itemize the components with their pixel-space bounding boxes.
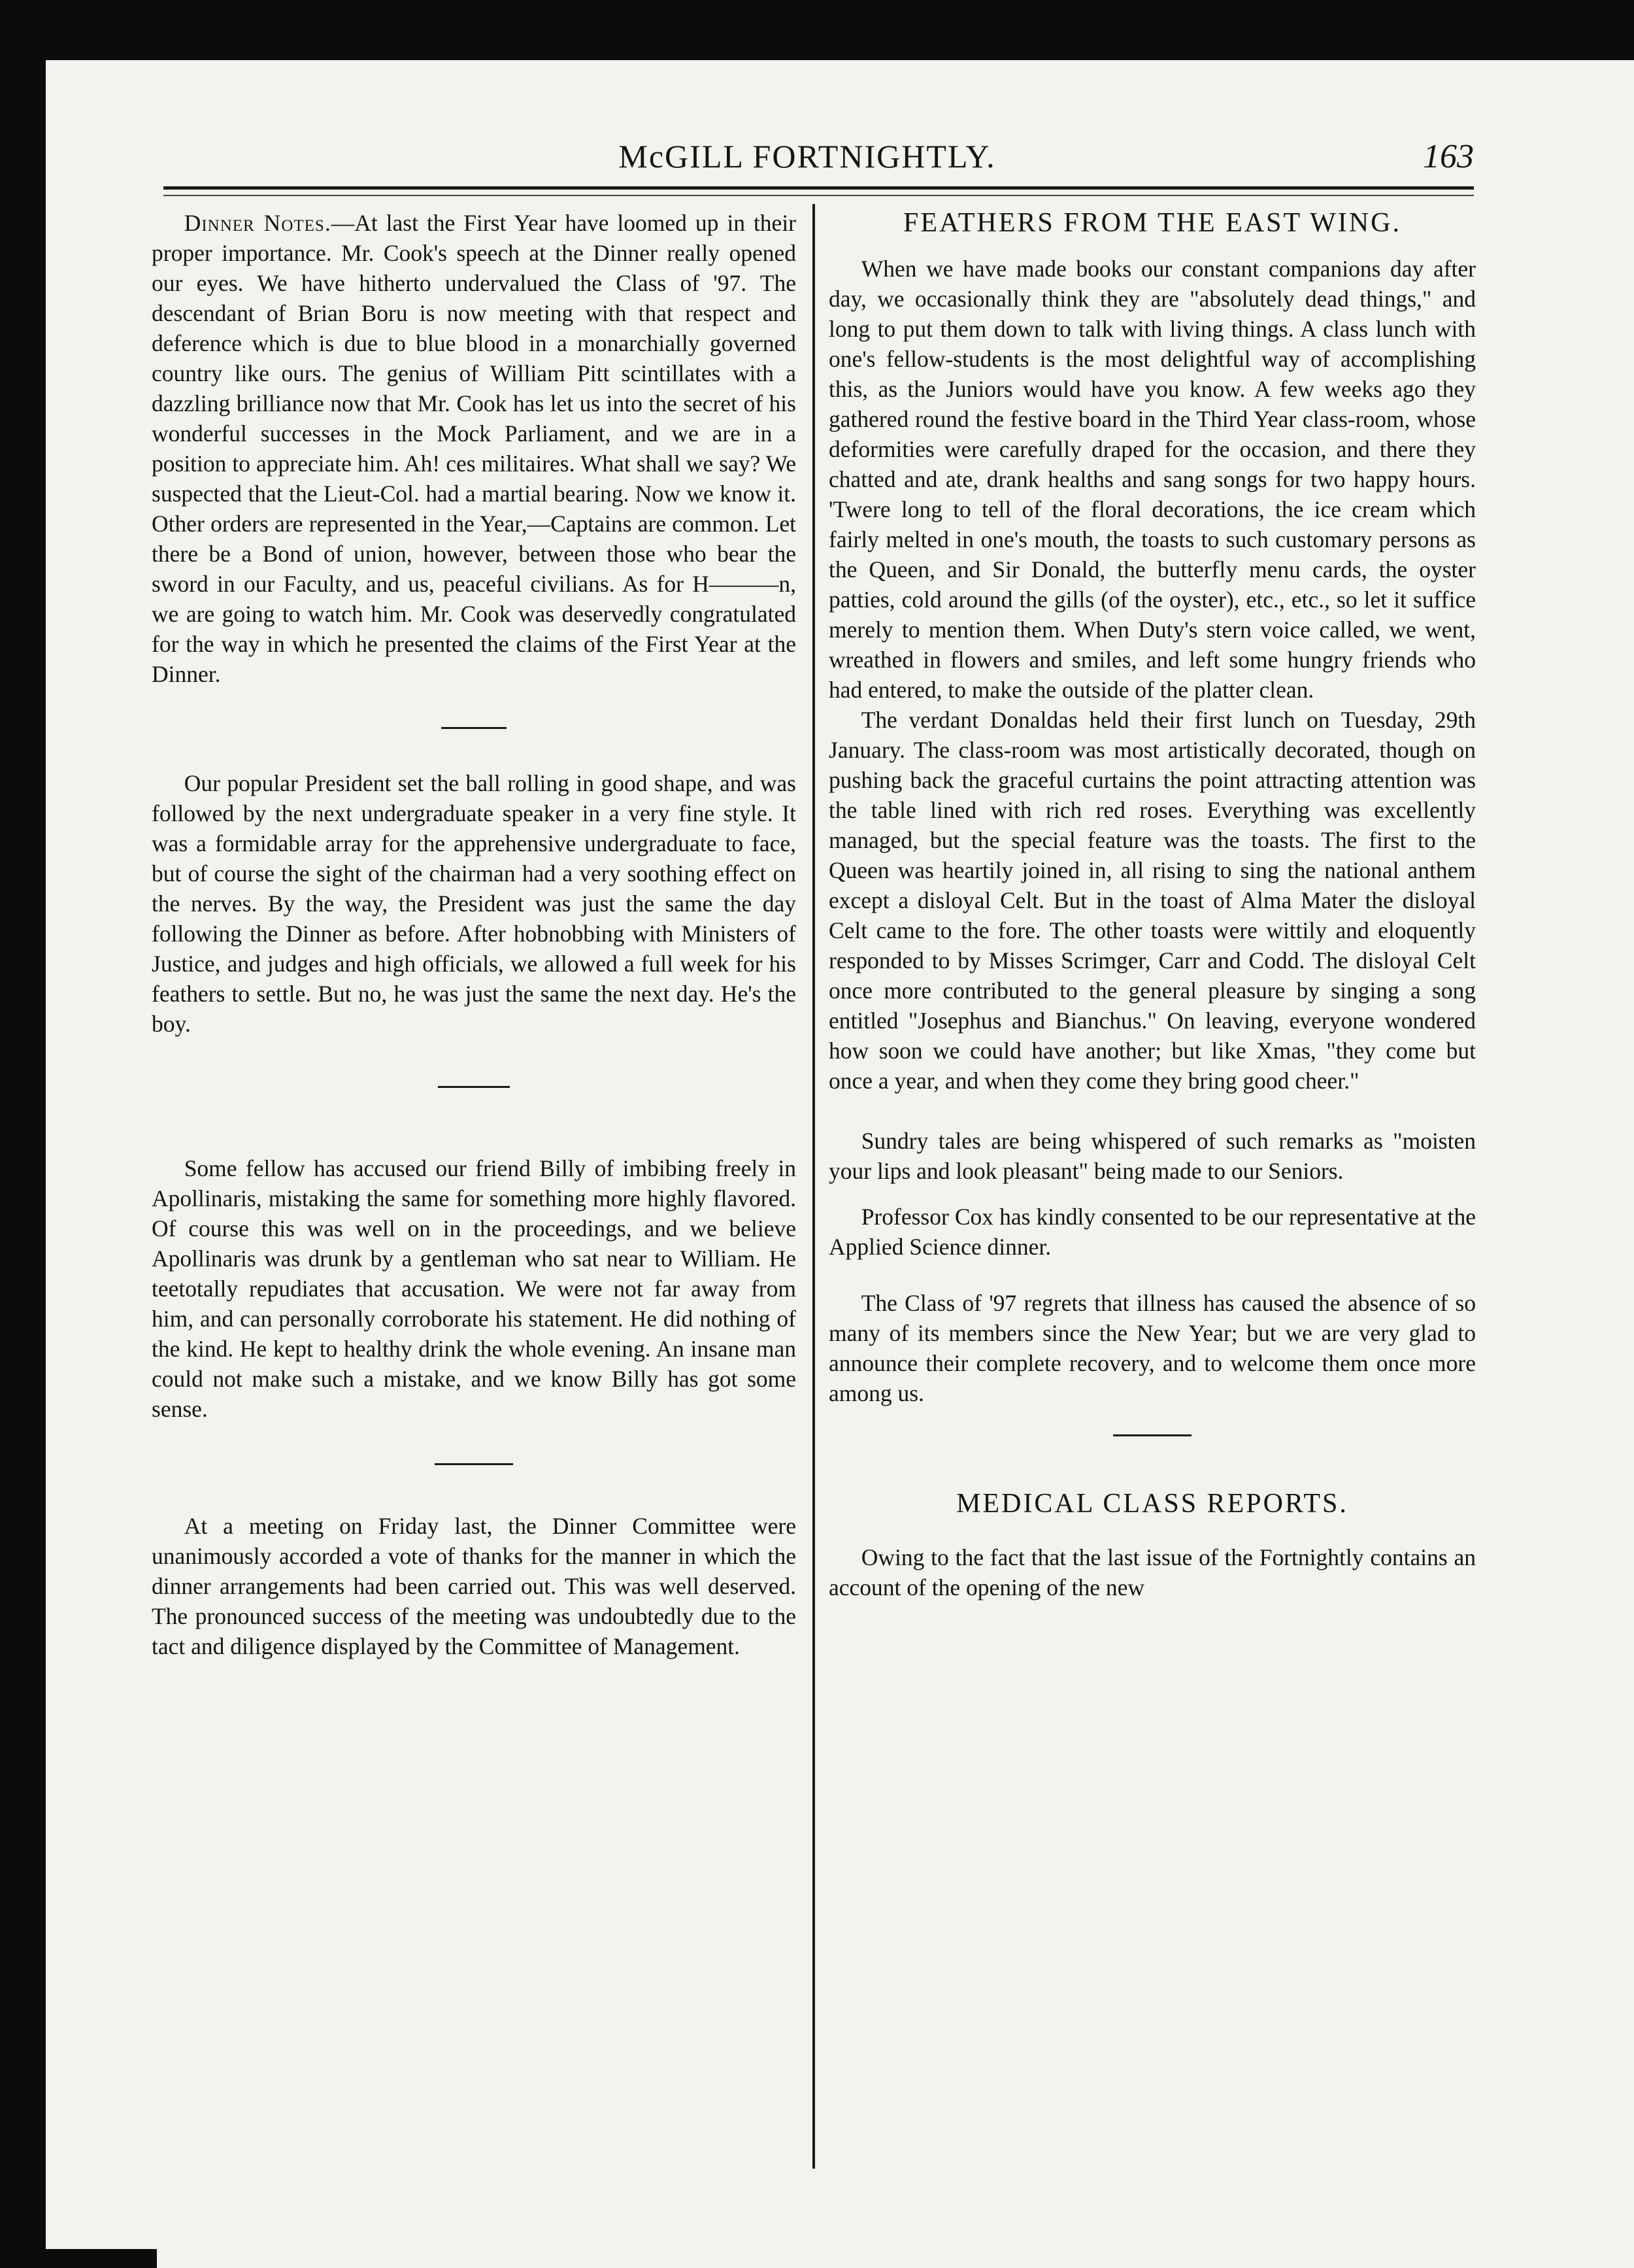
- spacer: [829, 1408, 1476, 1434]
- scan-border-corner: [0, 2249, 157, 2268]
- spacer: [152, 1088, 796, 1153]
- right-column: [829, 208, 1476, 1602]
- scan-border-top: [0, 0, 1634, 60]
- page-number: 163: [1423, 138, 1474, 175]
- east-wing-paragraph-1: When we have made books our constant companions day after day, we occasionally think they are "absolutely dead things," and long to put them down to talk with living things. A class lunch with one's fellow-students is the most delightful way of accomplishing this, as the Juniors would have you know. A few weeks ago they gathered round the festive board in the Third Year class-room, whose deformities were carefully draped for the occasion, and there they chatted and ate, drank healths and sang songs for two happy hours. 'Twere long to tell of the floral decorations, the ice cream which fairly melted in one's mouth, the toasts to such customary persons as the Queen, and Sir Donald, the butterfly menu cards, the oyster patties, cold around the gills (of the oyster), etc., etc., so let it suffice merely to mention them. When Duty's stern voice called, we went, wreathed in flowers and smiles, and left some hungry friends who had entered, to make the outside of the platter clean.: [829, 256, 1476, 703]
- dinner-notes-text: —At last the First Year have loomed up in their proper importance. Mr. Cook's speech at the Dinner really opened our eyes. We have hitherto undervalued the Class of '97. The descendant of Brian Boru is now meeting with that respect and deference which is due to blue blood in a monarchially governed country like ours. The genius of William Pitt scintillates with a dazzling brilliance now that Mr. Cook has let us into the secret of his wonderful successes in the Mock Parliament, and we are in a position to appreciate him. Ah! ces militaires. What shall we say? We suspected that the Lieut-Col. had a martial bearing. Now we know it. Other orders are represented in the Year,—Captains are common. Let there be a Bond of union, however, between those who bear the sword in our Faculty, and us, peaceful civilians. As for H———n, we are going to watch him. Mr. Cook was deservedly congratulated for the way in which he presented the claims of the First Year at the Dinner.: [152, 210, 797, 687]
- east-wing-heading: FEATHERS FROM THE EAST WING.: [903, 208, 1401, 238]
- east-wing-paragraph-2: The verdant Donaldas held their first lunch on Tuesday, 29th January. The class-room was most artistically decorated, though on pushing back the graceful curtains the point attracting attention was the table lined with rich red roses. Everything was excellently managed, but the special feature was the toasts. The first to the Queen was heartily joined in, all rising to sing the national anthem except a disloyal Celt. But in the toast of Alma Mater the disloyal Celt came to the fore. The other toasts were wittily and eloquently responded to by Misses Scrimger, Carr and Codd. The disloyal Celt once more contributed to the general pleasure by singing a song entitled "Josephus and Bianchus." On leaving, everyone wondered how soon we could have another; but like Xmas, "they come but once a year, and when they come they bring good cheer.": [829, 707, 1476, 1094]
- committee-paragraph: At a meeting on Friday last, the Dinner Committee were unanimously accorded a vote of thanks for the manner in which the dinner arrangements had been carried out. This was well deserved. The pronounced success of the meeting was undoubtedly due to the tact and diligence displayed by the Committee of Management.: [152, 1513, 796, 1659]
- spacer: [152, 1039, 796, 1086]
- left-column: [152, 208, 796, 1661]
- class-97-paragraph: The Class of '97 regrets that illness has caused the absence of so many of its members since the New Year; but we are very glad to announce their complete recovery, and to welcome them once more among us.: [829, 1290, 1476, 1406]
- dinner-notes-lead-in: Dinner Notes.: [184, 210, 331, 236]
- sundry-paragraph: Sundry tales are being whispered of such remarks as "moisten your lips and look pleasant" being made to our Seniors.: [829, 1128, 1476, 1184]
- spacer: [829, 1096, 1476, 1126]
- column-divider: [812, 204, 815, 2169]
- spacer: [152, 1424, 796, 1463]
- running-head: [141, 131, 1474, 183]
- dinner-notes-paragraph: [152, 208, 796, 689]
- spacer: [152, 729, 796, 768]
- spacer: [152, 689, 796, 727]
- medical-paragraph: Owing to the fact that the last issue of the Fortnightly contains an account of the opening of the new: [829, 1544, 1476, 1600]
- medical-heading: MEDICAL CLASS REPORTS.: [956, 1489, 1348, 1519]
- spacer: [829, 1186, 1476, 1202]
- spacer: [152, 1465, 796, 1511]
- header-rule-thin: [163, 195, 1474, 196]
- spacer: [829, 1519, 1476, 1542]
- spacer: [829, 1262, 1476, 1288]
- billy-paragraph: Some fellow has accused our friend Billy of imbibing freely in Apollinaris, mistaking the same for something more highly flavored. Of course this was well on in the proceedings, and we believe Apollinaris was drunk by a gentleman who sat near to William. He teetotally repudiates that accusation. We were not far away from him, and can personally corroborate his statement. He did nothing of the kind. He kept to healthy drink the whole evening. An insane man could not make such a mistake, and we know Billy has got some sense.: [152, 1155, 796, 1422]
- spacer: [829, 238, 1476, 254]
- header-rule: [163, 186, 1474, 190]
- spacer: [829, 1436, 1476, 1489]
- journal-title: McGILL FORTNIGHTLY.: [618, 138, 996, 175]
- professor-cox-paragraph: Professor Cox has kindly consented to be our representative at the Applied Science dinner.: [829, 1204, 1476, 1260]
- president-paragraph: Our popular President set the ball rolling in good shape, and was followed by the next undergraduate speaker in a very fine style. It was a formidable array for the apprehensive undergraduate to face, but of course the sight of the chairman had a very soothing effect on the nerves. By the way, the President was just the same the day following the Dinner as before. After hobnobbing with Ministers of Justice, and judges and high officials, we allowed a full week for his feathers to settle. But no, he was just the same the next day. He's the boy.: [152, 770, 796, 1037]
- scan-border-left: [0, 0, 46, 2268]
